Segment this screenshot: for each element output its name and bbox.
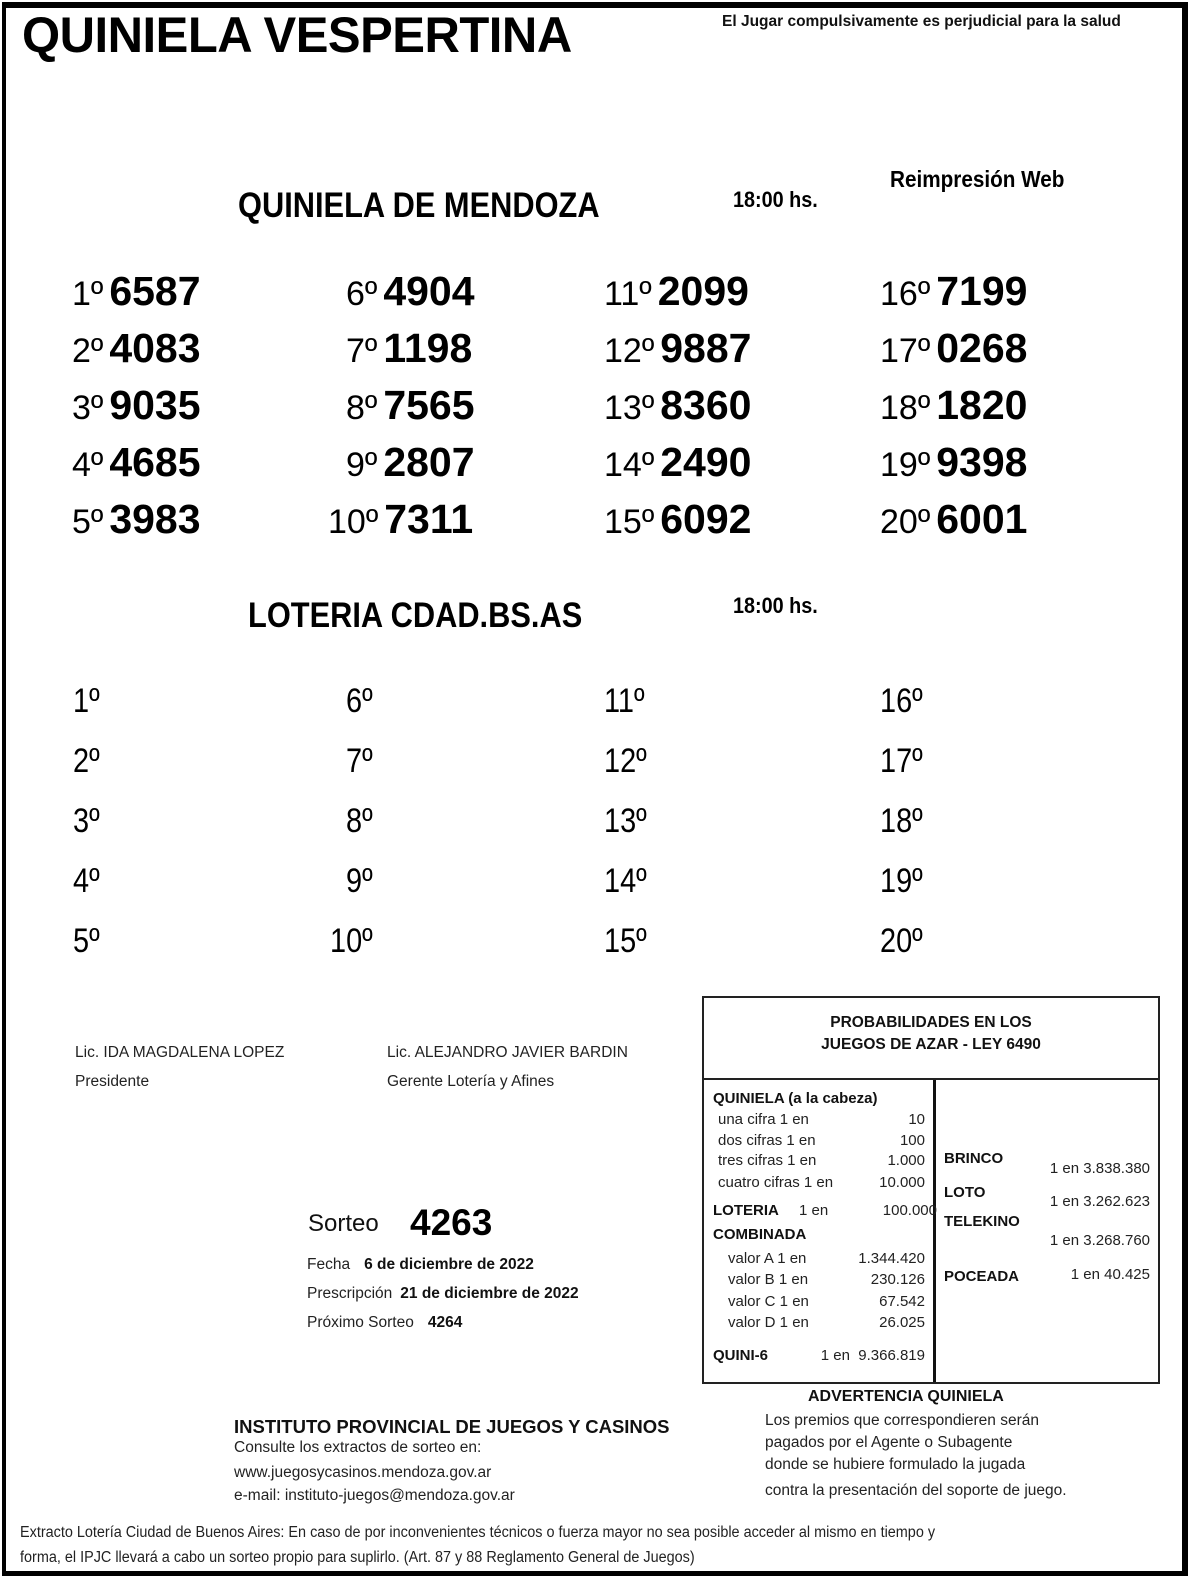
combinada-prob-label: valor D 1 en <box>728 1314 809 1331</box>
quiniela-prob-label: una cifra 1 en <box>718 1111 809 1128</box>
result-item <box>72 382 201 440</box>
result-number: 4904 <box>383 268 475 314</box>
loteria-position: 4º <box>73 862 100 900</box>
combinada-prob-value: 67.542 <box>879 1293 925 1310</box>
loteria-position: 11º <box>604 682 645 720</box>
probabilities-left-column <box>704 1080 936 1382</box>
loteria-position: 3º <box>73 802 100 840</box>
result-number: 9398 <box>936 439 1028 485</box>
result-item <box>604 268 749 326</box>
loteria-position: 12º <box>604 742 647 780</box>
loteria-position: 15º <box>604 922 647 960</box>
telekino-prob-label: TELEKINO <box>944 1213 1020 1230</box>
quiniela-mendoza-time: 18:00 hs. <box>733 187 818 212</box>
result-item <box>346 325 472 383</box>
loteria-position: 20º <box>880 922 923 960</box>
result-item <box>72 496 201 554</box>
poceada-prob-label: POCEADA <box>944 1268 1020 1285</box>
health-warning: El Jugar compulsivamente es perjudicial para la salud <box>722 13 1121 30</box>
advertencia-line: Los premios que correspondieren serán <box>765 1412 1039 1429</box>
telekino-prob-value: 1 en 3.268.760 <box>1049 1232 1150 1249</box>
proximo-label: Próximo Sorteo <box>307 1314 414 1331</box>
loto-prob-value: 1 en 3.262.623 <box>1049 1193 1150 1210</box>
quini6-prob-label: QUINI-6 <box>713 1347 769 1364</box>
result-item <box>880 268 1027 326</box>
result-position: 8º <box>346 389 378 427</box>
combinada-prob-value: 1.344.420 <box>858 1250 925 1267</box>
loteria-position: 13º <box>604 802 647 840</box>
quiniela-prob-label: dos cifras 1 en <box>718 1132 816 1149</box>
result-item <box>328 496 473 554</box>
result-item <box>604 325 751 383</box>
result-number: 1198 <box>383 325 473 371</box>
proximo-value: 4264 <box>427 1314 463 1331</box>
loteria-position: 7º <box>346 742 373 780</box>
probabilities-header <box>704 998 1158 1080</box>
advertencia-line: pagados por el Agente o Subagente <box>765 1434 1013 1451</box>
loteria-position: 2º <box>73 742 100 780</box>
brinco-prob-value: 1 en 3.838.380 <box>1049 1160 1150 1177</box>
loteria-position: 6º <box>346 682 373 720</box>
quiniela-prob-title: QUINIELA (a la cabeza) <box>713 1090 878 1107</box>
result-position: 12º <box>604 332 655 370</box>
result-item <box>346 382 475 440</box>
result-number: 1820 <box>936 382 1028 428</box>
loteria-position: 18º <box>880 802 923 840</box>
loteria-bsas-title: LOTERIA CDAD.BS.AS <box>248 596 583 635</box>
result-item <box>604 439 751 497</box>
result-number: 8360 <box>660 382 752 428</box>
combinada-prob-label: valor A 1 en <box>728 1250 807 1267</box>
combinada-prob-value: 26.025 <box>879 1314 925 1331</box>
result-position: 17º <box>880 332 931 370</box>
page-title: QUINIELA VESPERTINA <box>22 7 572 63</box>
loteria-position: 19º <box>880 862 923 900</box>
institute-name: INSTITUTO PROVINCIAL DE JUEGOS Y CASINOS <box>234 1416 670 1437</box>
institute-website[interactable]: www.juegosycasinos.mendoza.gov.ar <box>234 1464 492 1481</box>
quiniela-prob-value: 1.000 <box>887 1152 925 1169</box>
result-item <box>604 496 751 554</box>
fecha-label: Fecha <box>307 1256 351 1273</box>
brinco-prob-label: BRINCO <box>944 1150 1004 1167</box>
loteria-position: 8º <box>346 802 373 840</box>
result-position: 10º <box>328 503 379 541</box>
quiniela-prob-value: 10 <box>908 1111 925 1128</box>
result-item <box>72 268 201 326</box>
result-number: 4685 <box>109 439 201 485</box>
loteria-position: 1º <box>73 682 100 720</box>
sorteo-label: Sorteo <box>308 1210 379 1237</box>
reprint-label: Reimpresión Web <box>890 166 1065 192</box>
result-number: 6587 <box>109 268 201 314</box>
fecha-row <box>307 1256 534 1274</box>
result-number: 0268 <box>936 325 1028 371</box>
loteria-position: 14º <box>604 862 647 900</box>
result-item <box>346 268 475 326</box>
loteria-prob-en: 1 en <box>799 1202 829 1219</box>
quiniela-prob-value: 10.000 <box>879 1174 925 1191</box>
result-item <box>604 382 751 440</box>
footer-note-line1: Extracto Lotería Ciudad de Buenos Aires: En caso de por inconvenientes técnicos o fuerza mayor no sea posible acceder al mismo en tiempo y <box>20 1524 936 1541</box>
advertencia-line: contra la presentación del soporte de juego. <box>765 1482 1067 1499</box>
quini6-prob-value: 1 en 9.366.819 <box>820 1347 925 1364</box>
loteria-bsas-time: 18:00 hs. <box>733 593 818 618</box>
loteria-prob-label: LOTERIA <box>713 1202 779 1219</box>
result-item <box>346 439 475 497</box>
result-position: 1º <box>72 275 104 313</box>
result-item <box>880 439 1027 497</box>
loteria-position: 10º <box>330 922 373 960</box>
quiniela-prob-label: tres cifras 1 en <box>718 1152 817 1169</box>
result-position: 16º <box>880 275 931 313</box>
quiniela-prob-value: 100 <box>899 1132 925 1149</box>
institute-email[interactable]: e-mail: instituto-juegos@mendoza.gov.ar <box>234 1487 515 1504</box>
result-item <box>880 325 1027 383</box>
result-number: 2807 <box>383 439 475 485</box>
result-position: 20º <box>880 503 931 541</box>
loteria-position: 5º <box>73 922 100 960</box>
result-position: 6º <box>346 275 378 313</box>
result-position: 19º <box>880 446 931 484</box>
result-number: 6092 <box>660 496 752 542</box>
loteria-prob-value: 100.000 <box>882 1202 937 1219</box>
fecha-value: 6 de diciembre de 2022 <box>364 1256 534 1273</box>
result-number: 7565 <box>383 382 475 428</box>
loteria-position: 9º <box>346 862 373 900</box>
institute-consult: Consulte los extractos de sorteo en: <box>234 1439 482 1456</box>
result-number: 3983 <box>109 496 201 542</box>
signature-name-president: Lic. IDA MAGDALENA LOPEZ <box>75 1044 285 1061</box>
signature-name-manager: Lic. ALEJANDRO JAVIER BARDIN <box>387 1044 628 1061</box>
result-number: 9035 <box>109 382 201 428</box>
combinada-prob-value: 230.126 <box>870 1271 925 1288</box>
result-position: 11º <box>604 275 652 313</box>
combinada-prob-label: valor B 1 en <box>728 1271 809 1288</box>
combinada-prob-title: COMBINADA <box>713 1226 807 1243</box>
result-number: 9887 <box>660 325 752 371</box>
loteria-position: 17º <box>880 742 923 780</box>
result-position: 4º <box>72 446 104 484</box>
signature-role-manager: Gerente Lotería y Afines <box>387 1073 555 1090</box>
result-item <box>72 325 201 383</box>
result-position: 18º <box>880 389 931 427</box>
sorteo-number: 4263 <box>410 1202 493 1243</box>
signature-role-president: Presidente <box>75 1073 150 1090</box>
result-item <box>880 382 1027 440</box>
result-number: 2099 <box>657 268 749 314</box>
result-item <box>880 496 1027 554</box>
probabilities-box <box>702 996 1160 1384</box>
advertencia-line: donde se hubiere formulado la jugada <box>765 1456 1026 1473</box>
quiniela-mendoza-title: QUINIELA DE MENDOZA <box>238 186 600 225</box>
probabilities-title-line2: JUEGOS DE AZAR - LEY 6490 <box>821 1036 1041 1053</box>
poceada-prob-value: 1 en 40.425 <box>1070 1266 1150 1283</box>
result-position: 7º <box>346 332 378 370</box>
result-item <box>72 439 201 497</box>
result-number: 4083 <box>109 325 201 371</box>
prescripcion-value: 21 de diciembre de 2022 <box>400 1285 579 1302</box>
footer-note-line2: forma, el IPJC llevará a cabo un sorteo propio para suplirlo. (Art. 87 y 88 Reglamento General de Juegos) <box>20 1549 695 1566</box>
loto-prob-label: LOTO <box>944 1184 986 1201</box>
result-position: 14º <box>604 446 655 484</box>
proximo-row <box>307 1314 462 1332</box>
quiniela-prob-label: cuatro cifras 1 en <box>718 1174 834 1191</box>
result-number: 7199 <box>936 268 1028 314</box>
result-position: 9º <box>346 446 378 484</box>
result-position: 2º <box>72 332 104 370</box>
result-position: 15º <box>604 503 655 541</box>
advertencia-title: ADVERTENCIA QUINIELA <box>808 1388 1004 1405</box>
result-number: 2490 <box>660 439 752 485</box>
result-number: 7311 <box>384 496 474 542</box>
result-number: 6001 <box>936 496 1028 542</box>
prescripcion-row <box>307 1285 579 1303</box>
loteria-position: 16º <box>880 682 923 720</box>
result-position: 13º <box>604 389 655 427</box>
prescripcion-label: Prescripción <box>307 1285 393 1302</box>
probabilities-title-line1: PROBABILIDADES EN LOS <box>830 1014 1032 1031</box>
result-position: 5º <box>72 503 104 541</box>
combinada-prob-label: valor C 1 en <box>728 1293 809 1310</box>
result-position: 3º <box>72 389 104 427</box>
